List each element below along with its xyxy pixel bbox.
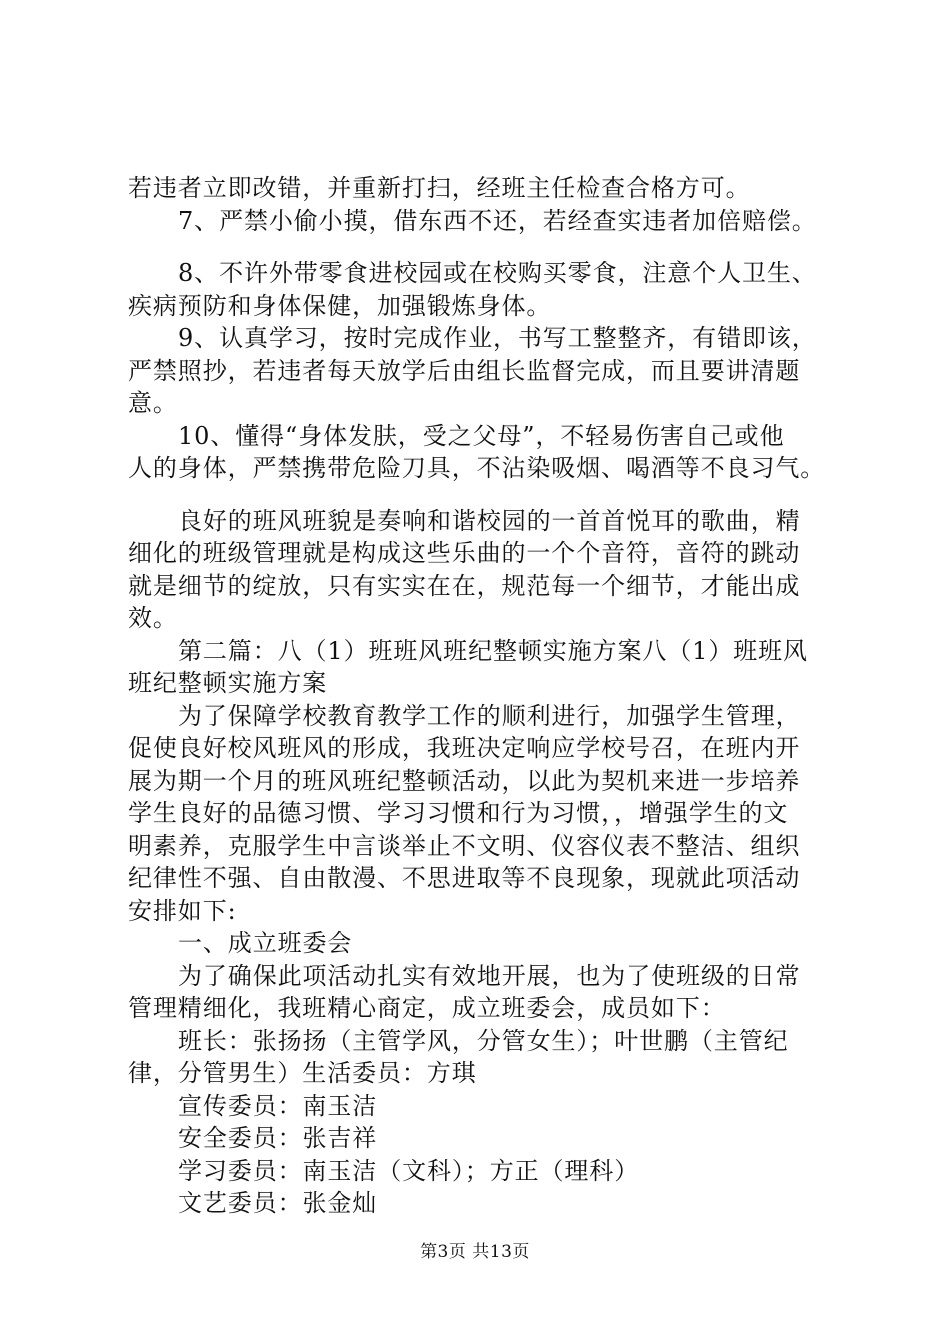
document-body <box>128 172 848 1220</box>
arts-entry: 文艺委员：张金灿 <box>178 1189 378 1217</box>
study-entry: 学习委员：南玉洁（文科）；方正（理科） <box>178 1156 640 1185</box>
rule-item-7: 7、严禁小偷小摸，借东西不还，若经查实违者加倍赔偿。 <box>178 206 817 235</box>
text-line: 律，分管男生）生活委员：方琪 <box>128 1059 477 1087</box>
text-line: 学生良好的品德习惯、学习习惯和行为习惯，，增强学生的文 <box>128 799 789 827</box>
text-line: 人的身体，严禁携带危险刀具，不沾染吸烟、喝酒等不良习气。 <box>128 454 826 482</box>
page-number: 第3页 共13页 <box>420 1242 530 1262</box>
publicity-entry: 宣传委员：南玉洁 <box>178 1091 378 1120</box>
text-line: 就是细节的绽放，只有实实在在，规范每一个细节，才能出成 <box>128 571 801 600</box>
safety-entry: 安全委员：张吉祥 <box>178 1124 378 1152</box>
monitor-entry: 班长：张扬扬（主管学风，分管女生）；叶世鹏（主管纪 <box>178 1026 789 1055</box>
text-line: 疾病预防和身体保健，加强锻炼身体。 <box>128 291 552 320</box>
text-line: 效。 <box>128 604 178 632</box>
summary-paragraph: 良好的班风班貌是奏响和谐校园的一首首悦耳的歌曲，精 <box>178 506 801 535</box>
text-line: 纪律性不强、自由散漫、不思进取等不良现象，现就此项活动 <box>128 864 801 892</box>
text-line: 班纪整顿实施方案 <box>128 669 328 697</box>
rule-item-10: 10、懂得“身体发肤，受之父母”，不轻易伤害自己或他 <box>178 421 785 450</box>
text-line: 安排如下: <box>128 896 237 925</box>
text-line: 明素养，克服学生中言谈举止不文明、仪容仪表不整洁、组织 <box>128 831 801 860</box>
text-line: 严禁照抄，若违者每天放学后由组长监督完成，而且要讲清题 <box>128 356 801 385</box>
rule-item-9: 9、认真学习，按时完成作业，书写工整整齐，有错即该， <box>178 324 817 352</box>
committee-paragraph: 为了确保此项活动扎实有效地开展，也为了使班级的日常 <box>178 961 801 990</box>
section-title: 第二篇：八（1）班班风班纪整顿实施方案八（1）班班风 <box>178 636 808 665</box>
paragraph-gap <box>128 485 848 505</box>
text-line: 管理精细化，我班精心商定，成立班委会，成员如下： <box>128 994 726 1022</box>
text-line: 意。 <box>128 389 178 417</box>
subsection-heading: 一、成立班委会 <box>178 929 353 957</box>
intro-paragraph: 为了保障学校教育教学工作的顺利进行，加强学生管理， <box>178 701 801 730</box>
text-line: 细化的班级管理就是构成这些乐曲的一个个音符，音符的跳动 <box>128 539 801 567</box>
text-line: 若违者立即改错，并重新打扫，经班主任检查合格方可。 <box>128 174 751 202</box>
rule-item-8: 8、不许外带零食进校园或在校购买零食，注意个人卫生、 <box>178 259 817 287</box>
text-line: 展为期一个月的班风班纪整顿活动，以此为契机来进一步培养 <box>128 766 801 795</box>
text-line: 促使良好校风班风的形成，我班决定响应学校号召，在班内开 <box>128 734 801 762</box>
paragraph-gap <box>128 237 848 257</box>
